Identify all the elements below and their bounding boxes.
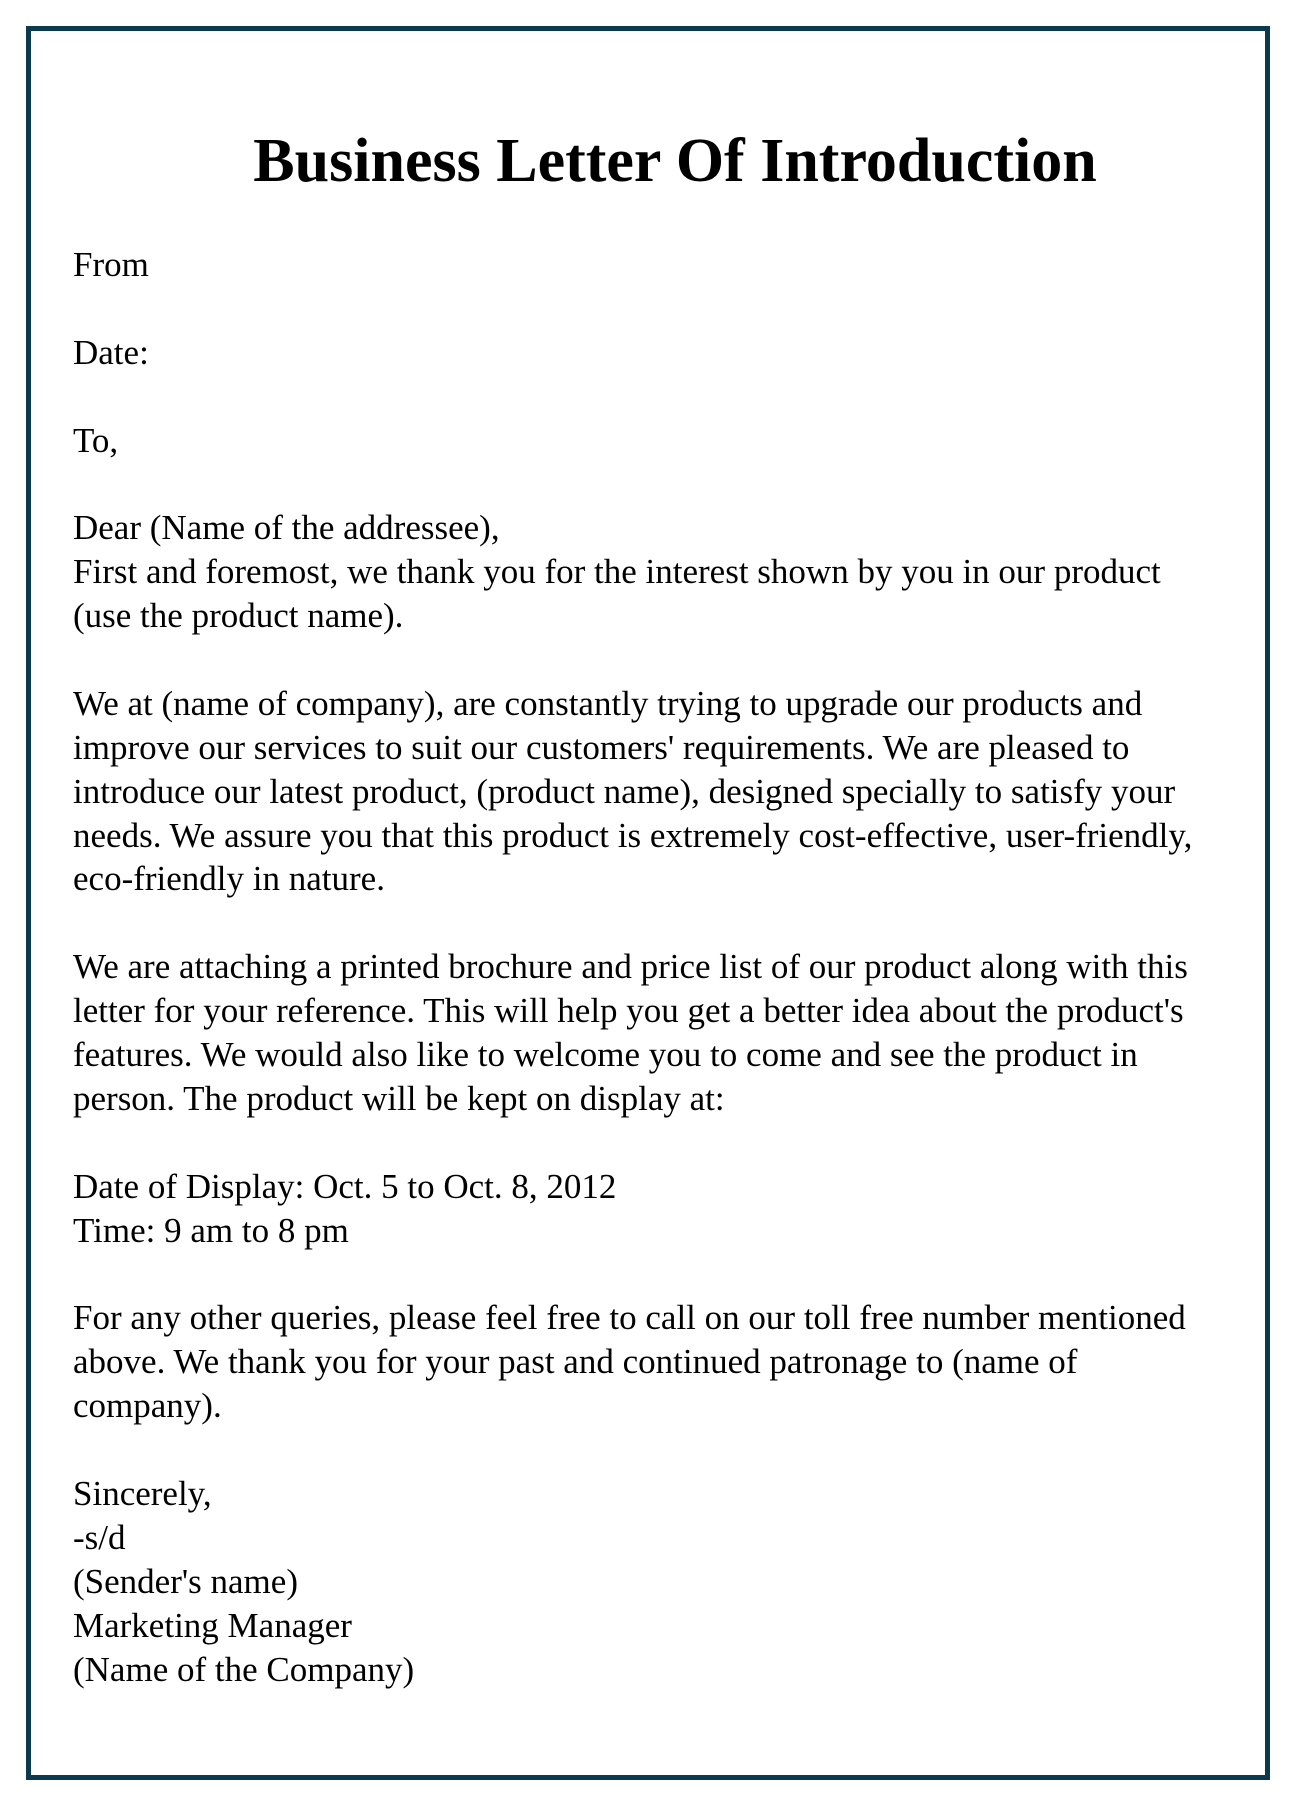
spacer — [73, 1121, 1263, 1165]
letter-body — [73, 243, 1263, 1691]
spacer — [73, 901, 1263, 945]
paragraph-line: above. We thank you for your past and continued patronage to (name of — [73, 1342, 1078, 1382]
letter-title: Business Letter Of Introduction — [253, 127, 1097, 195]
paragraph-introduction — [73, 682, 1263, 901]
paragraph-queries — [73, 1296, 1263, 1428]
paragraph-brochure — [73, 945, 1263, 1121]
signature-block — [73, 1472, 1263, 1691]
spacer — [73, 287, 1263, 331]
paragraph-line: company). — [73, 1386, 222, 1426]
spacer — [73, 638, 1263, 682]
paragraph-line: We are attaching a printed brochure and price list of our product along with this — [73, 947, 1188, 987]
paragraph-line: First and foremost, we thank you for the interest shown by you in our product — [73, 552, 1161, 592]
to-label: To, — [73, 420, 119, 460]
sender-title: Marketing Manager — [73, 1605, 352, 1645]
paragraph-line: introduce our latest product, (product name), designed specially to satisfy your — [73, 771, 1176, 811]
paragraph-line: eco-friendly in nature. — [73, 859, 385, 899]
spacer — [73, 1252, 1263, 1296]
spacer — [73, 1428, 1263, 1472]
display-date: Date of Display: Oct. 5 to Oct. 8, 2012 — [73, 1166, 617, 1206]
spacer — [73, 375, 1263, 419]
paragraph-line: needs. We assure you that this product is extremely cost-effective, user-friendly, — [73, 815, 1193, 855]
paragraph-line: For any other queries, please feel free to call on our toll free number mentioned — [73, 1298, 1186, 1338]
paragraph-line: person. The product will be kept on display at: — [73, 1078, 725, 1118]
valediction: Sincerely, — [73, 1473, 212, 1513]
display-details — [73, 1165, 1263, 1253]
paragraph-thanks — [73, 550, 1263, 638]
sender-name: (Sender's name) — [73, 1561, 298, 1601]
salutation: Dear (Name of the addressee), — [73, 508, 500, 548]
from-label: From — [73, 245, 149, 284]
company-name: (Name of the Company) — [73, 1649, 415, 1689]
paragraph-line: We at (name of company), are constantly trying to upgrade our products and — [73, 683, 1143, 723]
signature: -s/d — [73, 1517, 126, 1557]
display-time: Time: 9 am to 8 pm — [73, 1210, 349, 1250]
paragraph-line: letter for your reference. This will help you get a better idea about the product's — [73, 991, 1184, 1031]
date-label: Date: — [73, 332, 149, 372]
paragraph-line: features. We would also like to welcome you to come and see the product in — [73, 1035, 1138, 1075]
spacer — [73, 462, 1263, 506]
paragraph-line: improve our services to suit our customers' requirements. We are pleased to — [73, 727, 1130, 767]
paragraph-line: (use the product name). — [73, 596, 404, 636]
